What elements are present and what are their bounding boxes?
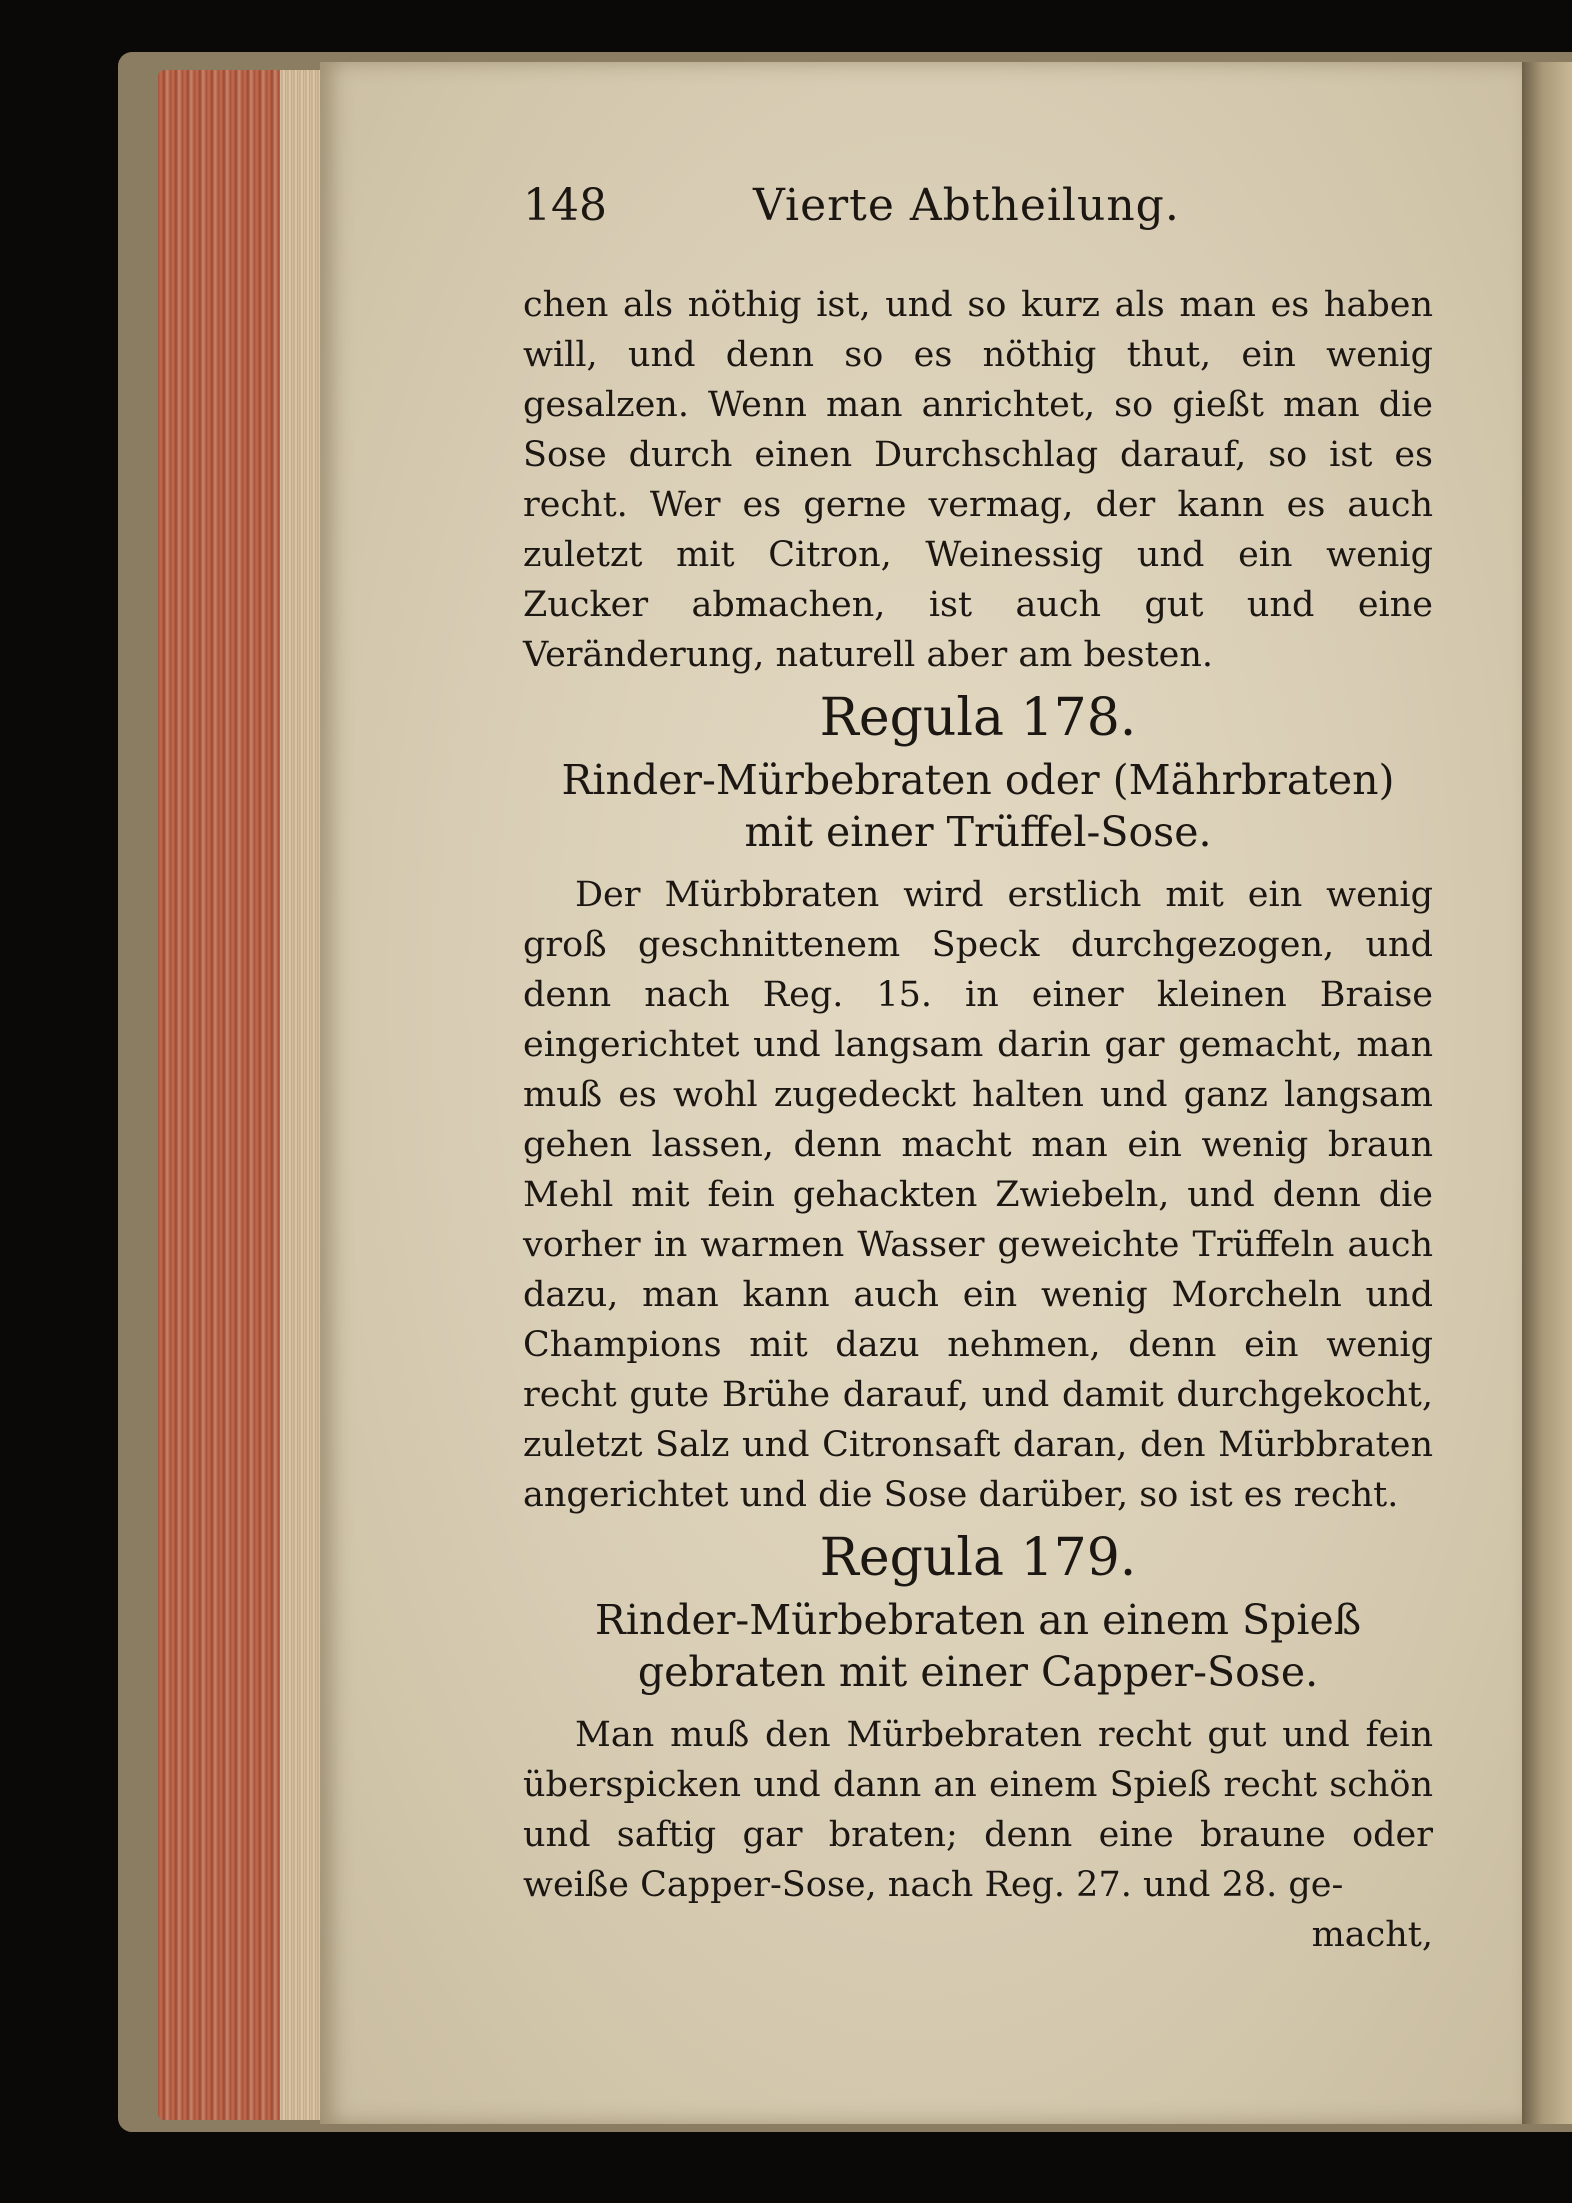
page-number: 148 [523, 180, 607, 231]
regula-178-title: Rinder-Mürbebraten oder (Mährbraten) mit einer Trüffel-Sose. [561, 756, 1395, 856]
regula-179-title: Rinder-Mürbebraten an einem Spieß gebraten mit einer Capper-Sose. [594, 1596, 1362, 1696]
continuation-paragraph: chen als nöthig ist, und so kurz als man es haben will, und denn so es nöthig thut, ein wenig gesalzen. Wenn man anrichtet, so gießt man die Sose durch einen Durchschlag darauf, so ist es recht. Wer es gerne vermag, der kann es auch zuletzt mit Citron, Weinessig und ein wenig Zucker abmachen, ist auch gut und eine Veränderung, naturell aber am besten. [523, 285, 1433, 675]
running-title: Vierte Abtheilung. [753, 180, 1180, 231]
regula-179-text: Man muß den Mürbebraten recht gut und fein überspicken und dann an einem Spieß recht schön und saftig gar braten; denn eine braune oder weiße Capper-Sose, nach Reg. 27. und 28. ge- [523, 1715, 1433, 1905]
catchword: macht, [1311, 1915, 1433, 1955]
page-edges-inner [280, 70, 322, 2120]
regula-178-text: Der Mürbbraten wird erstlich mit ein wenig groß geschnittenem Speck durchgezogen, und denn nach Reg. 15. in einer kleinen Braise eingerichtet und langsam darin gar gemacht, man muß es wohl zugedeckt halten und ganz langsam gehen lassen, denn macht man ein wenig braun Mehl mit fein gehackten Zwiebeln, und denn die vorher in warmen Wasser geweichte Trüffeln auch dazu, man kann auch ein wenig Morcheln und Champions mit dazu nehmen, denn ein wenig recht gute Brühe darauf, und damit durchgekocht, zuletzt Salz und Citronsaft daran, den Mürbbraten angerichtet und die Sose darüber, so ist es recht. [523, 875, 1433, 1515]
regula-178-heading: Regula 178. [819, 688, 1137, 748]
page-content [523, 180, 1433, 1960]
running-header [523, 180, 1433, 240]
facing-page-edge [1522, 62, 1572, 2124]
regula-179-heading: Regula 179. [819, 1528, 1137, 1588]
